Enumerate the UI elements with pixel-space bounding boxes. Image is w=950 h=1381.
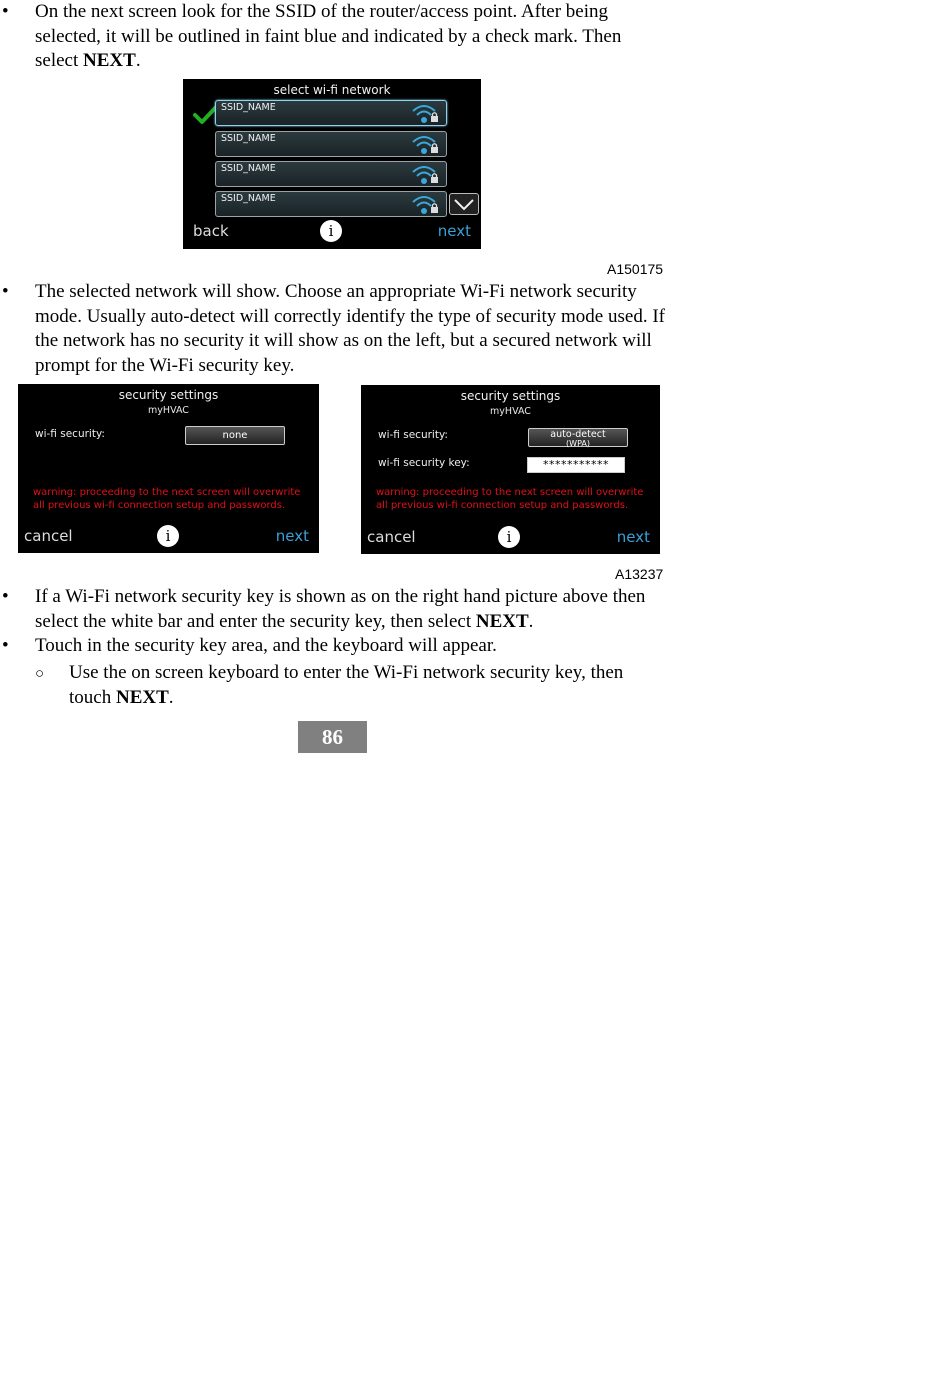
bold-text: NEXT	[475, 610, 529, 632]
scroll-down-button[interactable]	[449, 193, 479, 215]
chevron-down-icon	[450, 194, 478, 214]
network-name: SSID_NAME	[221, 163, 276, 174]
text-run: .	[135, 50, 141, 71]
cancel-button[interactable]: cancel	[367, 528, 416, 546]
network-row[interactable]	[215, 161, 447, 187]
bold-text: NEXT	[115, 686, 169, 708]
next-button[interactable]: next	[616, 528, 650, 546]
text-run: The selected network will show. Choose an appropriate Wi-Fi network security mode. Usually auto-detect will correctly identify the type of security mode used. If the network has no security it will show as on the left, but a secured network will prompt for the Wi-Fi security key.	[35, 281, 665, 376]
text-run: Touch in the security key area, and the keyboard will appear.	[35, 635, 497, 656]
next-button[interactable]: next	[437, 222, 471, 240]
security-label: wi-fi security:	[35, 428, 105, 440]
info-button[interactable]: i	[320, 220, 342, 242]
security-key-label: wi-fi security key:	[378, 457, 470, 469]
network-name: SSID_NAME	[221, 193, 276, 204]
next-button[interactable]: next	[275, 527, 309, 545]
sub-bullet-marker: ○	[35, 666, 45, 682]
security-screen-wpa	[361, 385, 660, 554]
bullet-marker: •	[2, 281, 9, 302]
wifi-locked-icon	[410, 133, 440, 155]
bullet-marker: •	[2, 635, 9, 656]
bullet-marker: •	[2, 1, 9, 22]
security-screen-none	[18, 384, 319, 553]
network-name: SSID_NAME	[221, 102, 276, 113]
bullet-marker: •	[2, 586, 9, 607]
network-row[interactable]	[215, 131, 447, 157]
warning-text: warning: proceeding to the next screen will overwrite all previous wi-fi connection setup and passwords.	[33, 487, 301, 511]
bullet-text	[69, 661, 659, 710]
network-row[interactable]	[215, 191, 447, 217]
cancel-button[interactable]: cancel	[24, 527, 73, 545]
network-row-selected[interactable]	[215, 100, 447, 126]
screen-title: select wi-fi network	[273, 83, 391, 97]
network-name: SSID_NAME	[221, 133, 276, 144]
bullet-text	[35, 634, 665, 659]
security-mode-select[interactable]: none	[185, 426, 285, 445]
text-run: .	[168, 686, 174, 708]
info-button[interactable]: i	[498, 526, 520, 548]
wifi-locked-icon	[410, 193, 440, 215]
page-number: 86	[298, 721, 367, 753]
security-mode-value: auto-detect	[550, 429, 606, 440]
bullet-text	[35, 280, 665, 378]
screen-subtitle: myHVAC	[148, 405, 189, 416]
wifi-locked-icon	[410, 163, 440, 185]
info-button[interactable]: i	[157, 525, 179, 547]
bullet-text	[35, 585, 665, 634]
wifi-locked-icon	[410, 102, 440, 124]
figure-id: A13237	[615, 566, 664, 582]
back-button[interactable]: back	[193, 222, 229, 240]
security-mode-select[interactable]	[528, 428, 628, 447]
bold-text: NEXT	[83, 50, 136, 71]
security-key-input[interactable]: ***********	[527, 457, 625, 473]
security-mode-type: (WPA)	[566, 439, 590, 448]
text-run: On the next screen look for the SSID of the router/access point. After being selected, it will be outlined in faint blue and indicated by a check mark. Then select	[35, 1, 622, 71]
wifi-select-screen	[183, 79, 481, 249]
screen-subtitle: myHVAC	[490, 406, 531, 417]
text-run: If a Wi-Fi network security key is shown as on the right hand picture above then select the white bar and enter the security key, then select	[35, 586, 646, 632]
figure-id: A150175	[607, 261, 664, 277]
screen-title: security settings	[460, 389, 561, 403]
security-label: wi-fi security:	[378, 429, 448, 441]
bullet-text	[35, 0, 655, 74]
warning-text: warning: proceeding to the next screen will overwrite all previous wi-fi connection setup and passwords.	[376, 487, 644, 511]
screen-title: security settings	[118, 388, 219, 402]
text-run: Use the on screen keyboard to enter the Wi-Fi network security key, then touch	[69, 662, 624, 708]
text-run: .	[528, 610, 534, 632]
